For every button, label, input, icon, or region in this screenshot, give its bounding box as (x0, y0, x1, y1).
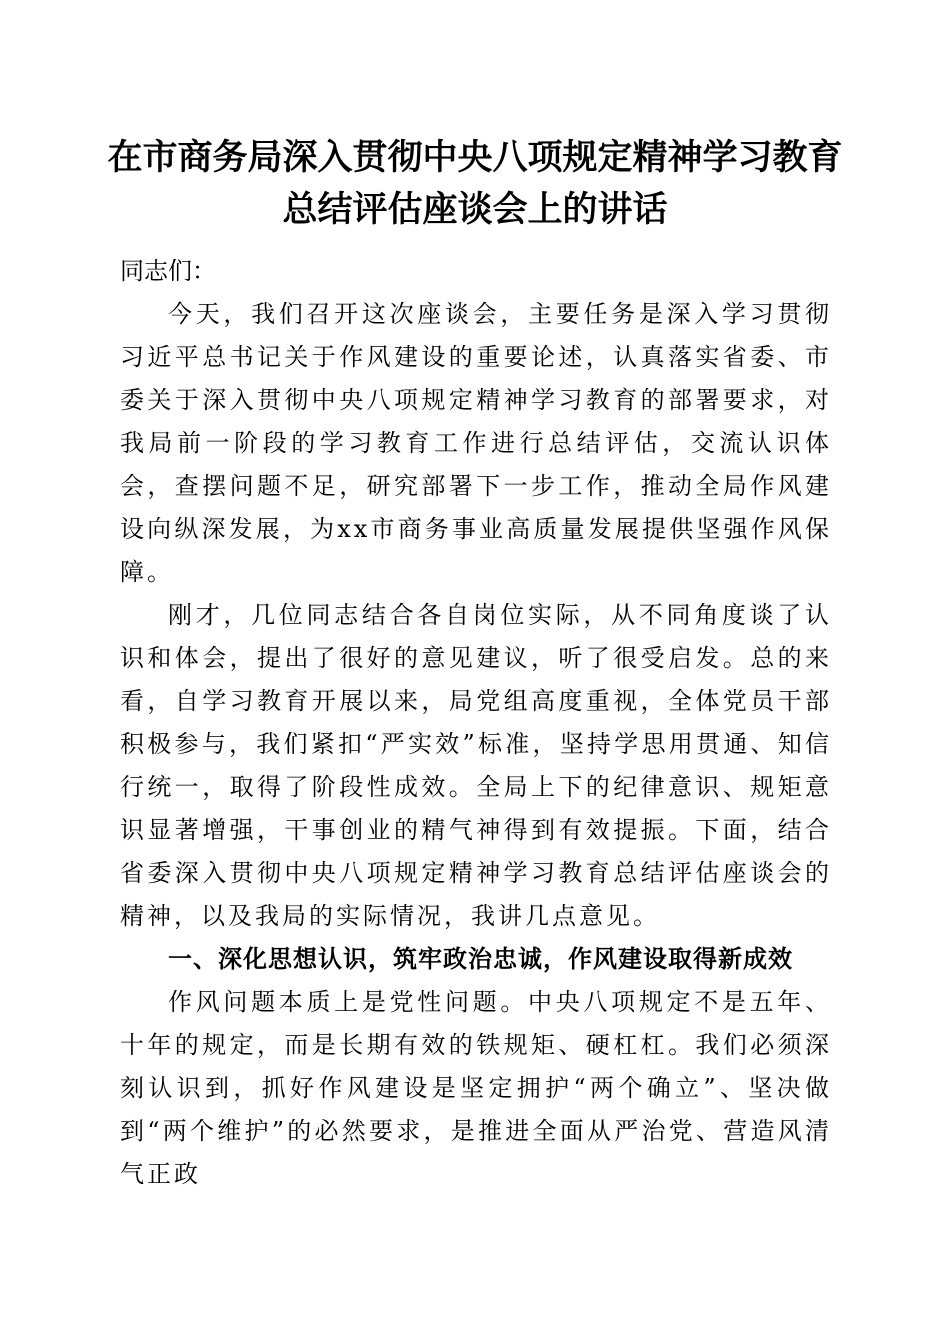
document-title: 在市商务局深入贯彻中央八项规定精神学习教育总结评估座谈会上的讲话 (107, 137, 843, 230)
paragraph-summary: 刚才，几位同志结合各自岗位实际，从不同角度谈了认识和体会，提出了很好的意见建议，听了很受启发。总的来看，自学习教育开展以来，局党组高度重视，全体党员干部积极参与，我们紧扣“严实效”标准，坚持学思用贯通、知信行统一，取得了阶段性成效。全局上下的纪律意识、规矩意识显著增强，干事创业的精气神得到有效提振。下面，结合省委深入贯彻中央八项规定精神学习教育总结评估座谈会的精神，以及我局的实际情况，我讲几点意见。 (120, 601, 832, 930)
section-heading: 一、深化思想认识，筑牢政治忠诚，作风建设取得新成效 (168, 945, 793, 973)
document-body (120, 250, 832, 1196)
paragraph-opening: 今天，我们召开这次座谈会，主要任务是深入学习贯彻习近平总书记关于作风建设的重要论述，认真落实省委、市委关于深入贯彻中央八项规定精神学习教育的部署要求，对我局前一阶段的学习教育工作进行总结评估，交流认识体会，查摆问题不足，研究部署下一步工作，推动全局作风建设向纵深发展，为xx市商务事业高质量发展提供坚强作风保障。 (120, 300, 832, 586)
salutation: 同志们： (120, 257, 216, 285)
section-paragraph: 作风问题本质上是党性问题。中央八项规定不是五年、十年的规定，而是长期有效的铁规矩、硬杠杠。我们必须深刻认识到，抓好作风建设是坚定拥护“两个确立”、坚决做到“两个维护”的必然要求，是推进全面从严治党、营造风清气正政 (120, 988, 832, 1188)
